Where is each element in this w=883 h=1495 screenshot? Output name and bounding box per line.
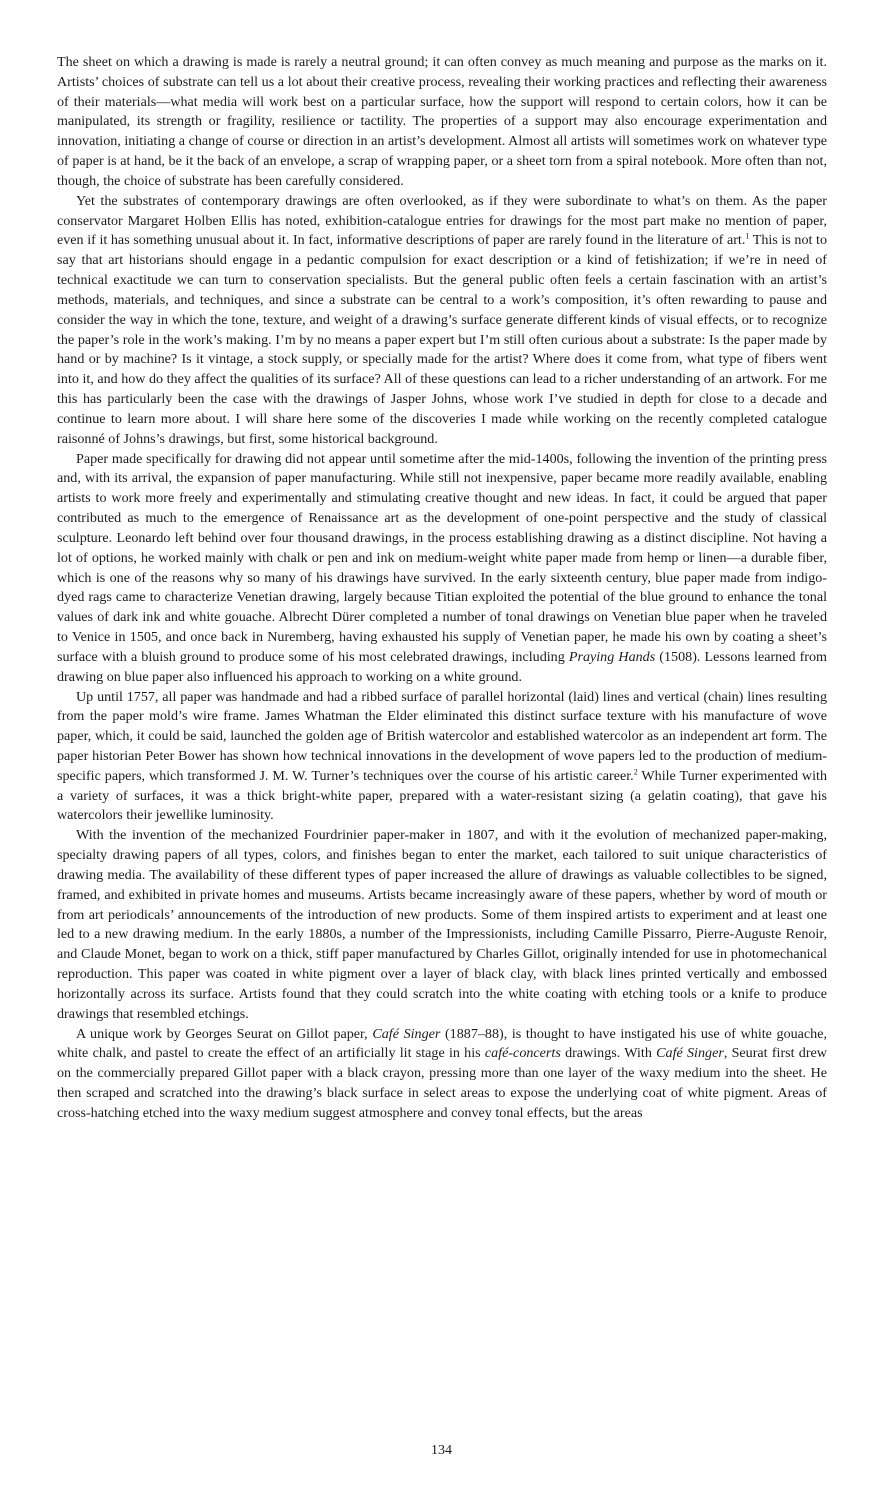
- footnote-ref: 2: [633, 767, 638, 777]
- paragraph: [57, 450, 827, 688]
- text-run: While Turner experimented with a variety of surfaces, it was a thick bright-white paper, prepared with a water-resistant sizing (a gelatin coating), that gave his watercolors their jewellike luminosity.: [57, 767, 827, 824]
- italic-title: Praying Hands: [568, 648, 656, 665]
- text-run: drawings. With: [560, 1045, 657, 1062]
- text-run: Paper made specifically for drawing did not appear until sometime after the mid-1400s, following the invention of the printing press and, with its arrival, the expansion of paper manufacturing. While still not inexpensive, paper became more readily available, enabling artists to work more freely and experimentally and stimulating creative thought and new ideas. In fact, it could be argued that paper contributed as much to the emergence of Renaissance art as the development of one-point perspective and the study of classical sculpture. Leonardo left behind over four thousand drawings, in the process establishing drawing as a distinct discipline. Not having a lot of options, he worked mainly with chalk or pen and ink on medium-weight white paper made from hemp or linen—a durable fiber, which is one of the reasons why so many of his drawings have survived. In the early sixteenth century, blue paper made from indigo-dyed rags came to characterize Venetian drawing, largely because Titian exploited the potential of the blue ground to enhance the tonal values of dark ink and white gouache. Albrecht Dürer completed a number of tonal drawings on Venetian blue paper when he traveled to Venice in 1505, and once back in Nuremberg, having exhausted his supply of Venetian paper, he made his own by coating a sheet’s surface with a bluish ground to produce some of his most celebrated drawings, including: [57, 450, 827, 665]
- text-run: (1887–88), is thought to have instigated his use of white gouache, white chalk, and pastel to create the effect of an artificially lit stage in his: [57, 1025, 827, 1062]
- body-text: [57, 53, 827, 1124]
- paragraph: [57, 826, 827, 1024]
- text-run: With the invention of the mechanized Fourdrinier paper-maker in 1807, and with it the evolution of mechanized paper-making, specialty drawing papers of all types, colors, and finishes began to enter the market, each tailored to suit unique characteristics of drawing media. The availability of these different types of paper increased the allure of drawings as valuable collectibles to be signed, framed, and exhibited in private homes and museums. Artists became increasingly aware of these papers, whether by word of mouth or from art periodicals’ announcements of the introduction of new products. Some of them inspired artists to experiment and at least one led to a new drawing medium. In the early 1880s, a number of the Impressionists, including Camille Pissarro, Pierre-Auguste Renoir, and Claude Monet, began to work on a thick, stiff paper manufactured by Charles Gillot, originally intended for use in photomechanical reproduction. This paper was coated in white pigment over a layer of black clay, with black lines printed vertically and embossed horizontally across its surface. Artists found that they could scratch into the white coating with etching tools or a knife to produce drawings that resembled etchings.: [57, 827, 827, 1022]
- paragraph: [57, 688, 827, 827]
- footnote-ref: 1: [745, 231, 750, 241]
- text-run: This is not to say that art historians should engage in a pedantic compulsion for exact description or a kind of fetishization; if we’re in need of technical exactitude we can turn to conservation specialists. But the general public often feels a certain fascination with an artist’s methods, materials, and techniques, and since a substrate can be central to a work’s composition, it’s often rewarding to pause and consider the way in which the tone, texture, and weight of a drawing’s surface generate different kinds of visual effects, or to recognize the paper’s role in the work’s making. I’m by no means a paper expert but I’m still often curious about a substrate: Is the paper made by hand or by machine? Is it vintage, a stock supply, or specially made for the artist? Where does it come from, what type of fibers went into it, and how do they affect the qualities of its surface? All of these questions can lead to a richer understanding of an artwork. For me this has particularly been the case with the drawings of Jasper Johns, whose work I’ve studied in depth for close to a decade and continue to learn more about. I will share here some of the discoveries I made while working on the recently completed catalogue raisonné of Johns’s drawings, but first, some historical background.: [57, 232, 827, 447]
- paragraph: [57, 53, 827, 192]
- paragraph: [57, 1025, 827, 1124]
- italic-title: café-concerts: [484, 1045, 561, 1062]
- text-run: Up until 1757, all paper was handmade and had a ribbed surface of parallel horizontal (laid) lines and vertical (chain) lines resulting from the paper mold’s wire frame. James Whatman the Elder eliminated this distinct surface texture with his manufacture of wove paper, which, it could be said, launched the golden age of British watercolor and established watercolor as an independent art form. The paper historian Peter Bower has shown how technical innovations in the development of wove papers led to the production of medium-specific papers, which transformed J. M. W. Turner’s techniques over the course of his artistic career.: [57, 688, 827, 784]
- text-run: Yet the substrates of contemporary drawings are often overlooked, as if they were subordinate to what’s on them. As the paper conservator Margaret Holben Ellis has noted, exhibition-catalogue entries for drawings for the most part make no mention of paper, even if it has something unusual about it. In fact, informative descriptions of paper are rarely found in the literature of art.: [57, 192, 827, 249]
- text-run: , Seurat first drew on the commercially prepared Gillot paper with a black crayon, pressing more than one layer of the waxy medium into the sheet. He then scraped and scratched into the drawing’s black surface in select areas to expose the underlying coat of white pigment. Areas of cross-hatching etched into the waxy medium suggest atmosphere and convey tonal effects, but the areas: [57, 1045, 827, 1121]
- page-number: 134: [431, 1443, 452, 1458]
- text-run: A unique work by Georges Seurat on Gillot paper,: [76, 1025, 373, 1042]
- text-run: The sheet on which a drawing is made is rarely a neutral ground; it can often convey as much meaning and purpose as the marks on it. Artists’ choices of substrate can tell us a lot about their creative process, revealing their working practices and reflecting their awareness of their materials—what media will work best on a particular surface, how the support will respond to certain colors, how it can be manipulated, its strength or fragility, resilience or tactility. The properties of a support may also encourage experimentation and innovation, initiating a change of course or direction in an artist’s development. Almost all artists will sometimes work on whatever type of paper is at hand, be it the back of an envelope, a scrap of wrapping paper, or a sheet torn from a spiral notebook. More often than not, though, the choice of substrate has been carefully considered.: [57, 54, 827, 189]
- paragraph: [57, 192, 827, 450]
- italic-title: Café Singer: [656, 1045, 724, 1062]
- italic-title: Café Singer: [372, 1025, 441, 1042]
- text-run: (1508). Lessons learned from drawing on blue paper also influenced his approach to working on a white ground.: [57, 648, 827, 685]
